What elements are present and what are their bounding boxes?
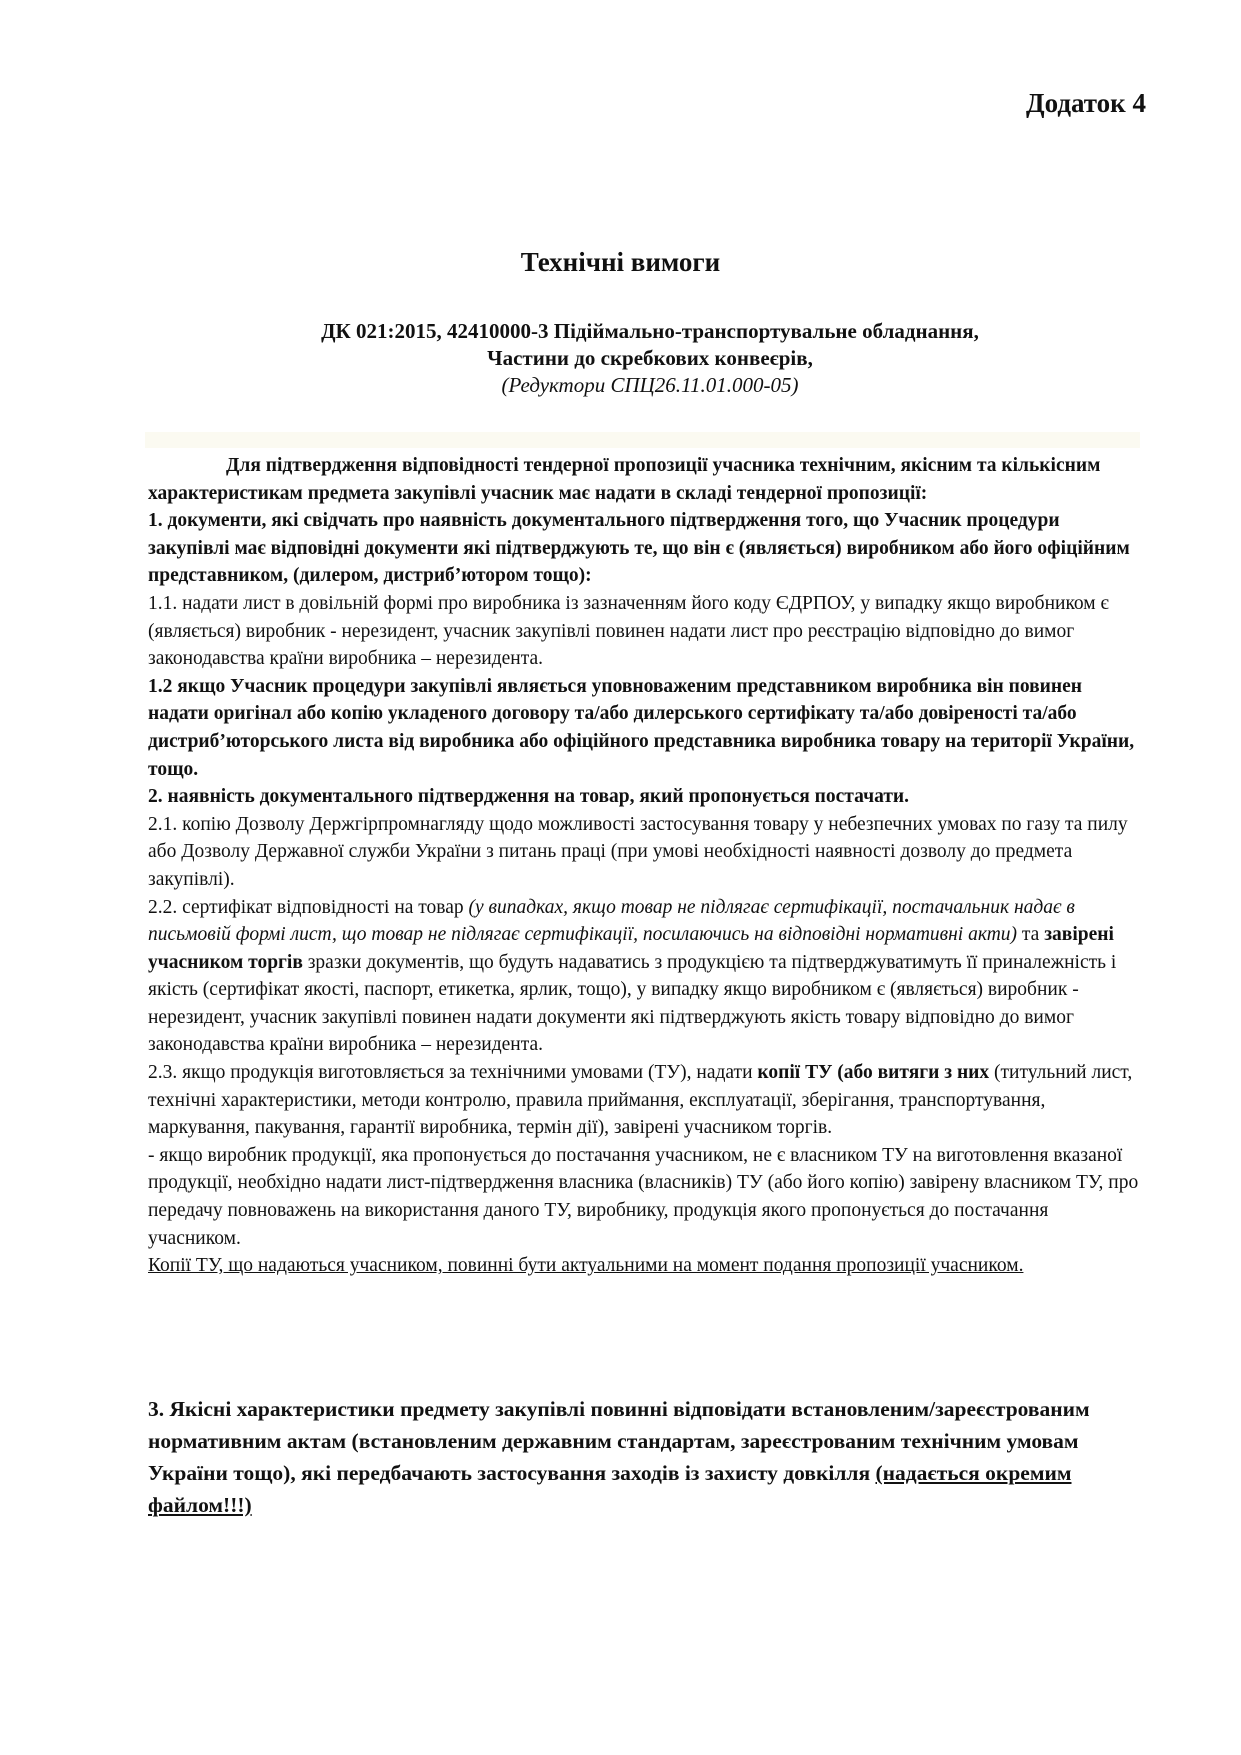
intro-paragraph: Для підтвердження відповідності тендерної пропозиції учасника технічним, якісним та кількісним характеристикам предмета закупівлі учасник має надати в складі тендерної пропозиції: bbox=[148, 455, 1101, 504]
item-2-3 bbox=[148, 1059, 1143, 1142]
item-2-3-bold: копії ТУ (або витяги з них bbox=[757, 1062, 990, 1084]
item-2-2-lead: 2.2. сертифікат відповідності на товар bbox=[148, 896, 469, 918]
reducers-line: (Редуктори СПЦ26.11.01.000-05) bbox=[501, 373, 799, 397]
item-2-2 bbox=[148, 894, 1143, 1060]
item-2: 2. наявність документального підтвердження на товар, який пропонується постачати. bbox=[148, 786, 910, 808]
item-2-2-mid: та bbox=[1017, 924, 1045, 946]
item-1-1: 1.1. надати лист в довільній формі про виробника із зазначенням його коду ЄДРПОУ, у випадку якщо виробником є (являється) виробник - нерезидент, учасник закупівлі повинен надати лист про реєстрацію відповідно до вимог законодавства країни виробника – нерезидента. bbox=[148, 592, 1109, 670]
appendix-label: Додаток 4 bbox=[1026, 88, 1146, 118]
item-2-2-bold: завірені учасником торгів bbox=[148, 924, 1114, 973]
item-2-3-lead: 2.3. якщо продукція виготовляється за технічними умовами (ТУ), надати bbox=[148, 1062, 758, 1084]
item-3 bbox=[148, 1393, 1108, 1521]
highlight-bar bbox=[145, 432, 1140, 448]
item-3-underlined: (надається окремим файлом!!!) bbox=[148, 1461, 1072, 1517]
item-2-2-italic: (у випадках, якщо товар не підлягає сертифікації, постачальник надає в письмовій формі лист, що товар не підлягає сертифікації, посилаючись на відповідні нормативні акти) bbox=[148, 896, 1075, 946]
item-2-3-underlined-note: Копії ТУ, що надаються учасником, повинні бути актуальними на момент подання пропозиції учасником. bbox=[148, 1255, 1024, 1277]
page-title: Технічні вимоги bbox=[520, 247, 721, 277]
requirements-body bbox=[148, 452, 1143, 1280]
subject-heading bbox=[150, 318, 1150, 399]
cpv-code-line: ДК 021:2015, 42410000-3 Підіймально-транспортувальне обладнання, bbox=[321, 319, 979, 343]
item-1-2: 1.2 якщо Учасник процедури закупівлі являється уповноваженим представником виробника він повинен надати оригінал або копію укладеного договору та/або дилерського сертифікату та/або довіреності та/або дистриб’юторського листа від виробника або офіційного представника виробника товару на території України, тощо. bbox=[148, 675, 1135, 780]
item-2-3-note: - якщо виробник продукції, яка пропонується до постачання учасником, не є власником ТУ на виготовлення вказаної продукції, необхідно надати лист-підтвердження власника (власників) ТУ (або його копію) завірену власником ТУ, про передачу повноважень на використання даного ТУ, виробнику, продукція якого пропонується до постачання учасником. bbox=[148, 1144, 1139, 1249]
item-1: 1. документи, які свідчать про наявність документального підтвердження того, що Учасник процедури закупівлі має відповідні документи які підтверджують те, що він є (являється) виробником або його офіційним представником, (дилером, дистриб’ютором тощо): bbox=[148, 510, 1130, 587]
item-2-3-tail: (титульний лист, технічні характеристики, методи контролю, правила приймання, експлуатації, зберігання, транспортування, маркування, пакування, гарантії виробника, термін дії), завірені учасником торгів. bbox=[148, 1062, 1133, 1139]
item-3-text: 3. Якісні характеристики предмету закупівлі повинні відповідати встановленим/зареєстрованим нормативним актам (встановленим державним стандартам, зареєстрованим технічним умовам України тощо), які передбачають застосування заходів із захисту довкілля bbox=[148, 1397, 1090, 1485]
item-2-1: 2.1. копію Дозволу Держгірпромнагляду щодо можливості застосування товару у небезпечних умовах по газу та пилу або Дозволу Державної служби України з питань праці (при умові необхідності наявності дозволу до предмета закупівлі). bbox=[148, 813, 1128, 890]
item-2-2-tail: зразки документів, що будуть надаватись з продукцією та підтверджуватимуть її приналежність і якість (сертифікат якості, паспорт, етикетка, ярлик, тощо), у випадку якщо виробником є (являється) виробник - нерезидент, учасник закупівлі повинен надати документи які підтверджують якість товару відповідно до вимог законодавства країни виробника – нерезидента. bbox=[148, 951, 1117, 1056]
parts-line: Частини до скребкових конвеєрів, bbox=[487, 346, 813, 370]
